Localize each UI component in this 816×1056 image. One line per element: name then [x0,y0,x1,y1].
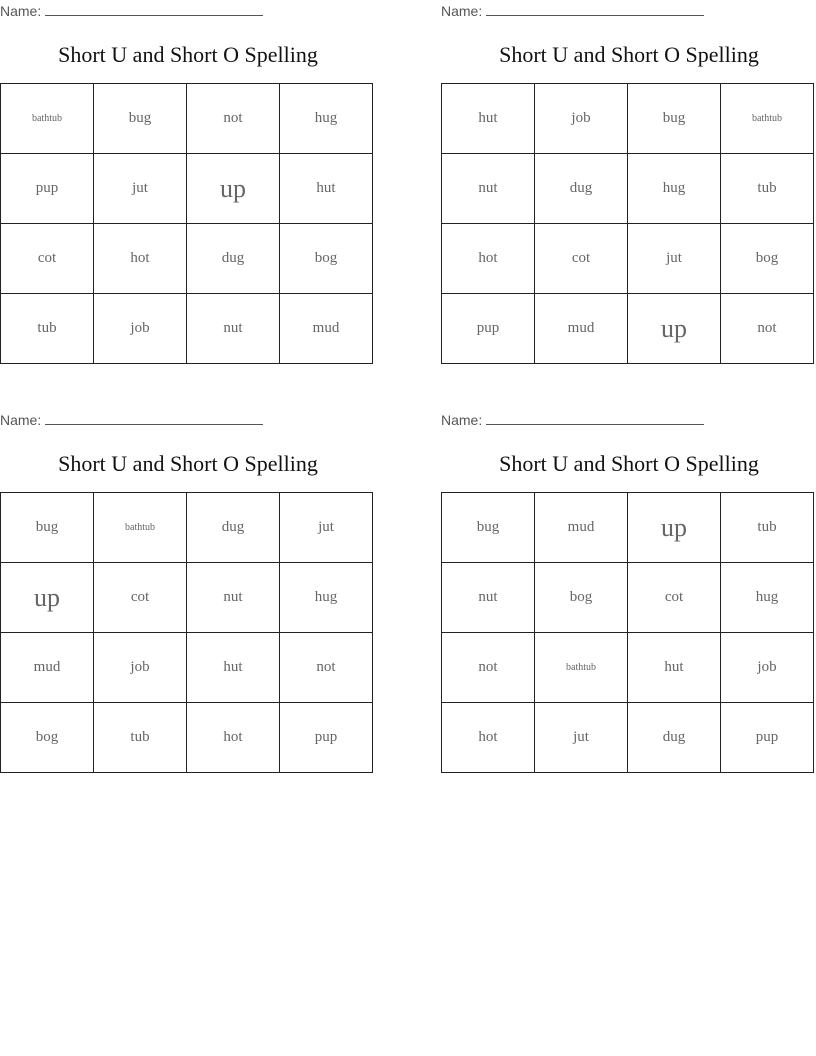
grid-row [442,703,814,773]
grid-row [1,224,373,294]
grid-cell: bog [721,224,814,294]
grid-row [1,633,373,703]
grid-cell: hut [280,154,373,224]
card-title: Short U and Short O Spelling [58,451,318,476]
grid-cell: jut [628,224,721,294]
grid-row [442,633,814,703]
grid-cell: dug [535,154,628,224]
grid-cell: bog [535,563,628,633]
grid-cell: hut [187,633,280,703]
grid-cell: mud [535,493,628,563]
grid-row [1,493,373,563]
name-field [441,3,704,19]
grid-cell: job [721,633,814,703]
grid-cell: mud [1,633,94,703]
grid-cell: dug [187,224,280,294]
grid-cell: bog [280,224,373,294]
grid-cell: bug [1,493,94,563]
grid-row [442,294,814,364]
free-cell: up [628,294,721,364]
name-field [441,412,704,428]
free-cell: up [1,563,94,633]
name-label: Name: [0,412,42,428]
grid-cell: hug [628,154,721,224]
grid-cell: nut [442,154,535,224]
grid-row [442,493,814,563]
grid-cell: cot [535,224,628,294]
grid-cell: hot [442,224,535,294]
card-title: Short U and Short O Spelling [499,451,759,476]
grid-cell: pup [442,294,535,364]
free-cell: up [187,154,280,224]
grid-cell: bathtub [721,84,814,154]
grid-cell: jut [535,703,628,773]
grid-cell: dug [628,703,721,773]
grid-cell: mud [535,294,628,364]
grid-cell: bug [94,84,187,154]
grid-cell: job [94,633,187,703]
name-label: Name: [0,3,42,19]
grid-cell: nut [187,294,280,364]
name-label: Name: [441,412,483,428]
grid-row [1,154,373,224]
grid-cell: hut [442,84,535,154]
grid-cell: not [721,294,814,364]
bingo-grid [0,492,373,773]
grid-cell: job [535,84,628,154]
grid-cell: hot [442,703,535,773]
bingo-grid [441,83,814,364]
grid-cell: jut [280,493,373,563]
bingo-grid [441,492,814,773]
bingo-grid [0,83,373,364]
grid-cell: not [280,633,373,703]
grid-cell: tub [721,154,814,224]
name-field [0,3,263,19]
grid-cell: pup [721,703,814,773]
name-blank-line [486,3,704,16]
free-cell: up [628,493,721,563]
grid-cell: jut [94,154,187,224]
grid-row [442,84,814,154]
grid-cell: cot [94,563,187,633]
grid-cell: bug [628,84,721,154]
name-label: Name: [441,3,483,19]
grid-row [1,703,373,773]
grid-cell: cot [1,224,94,294]
grid-cell: pup [280,703,373,773]
grid-row [442,563,814,633]
card-title: Short U and Short O Spelling [499,42,759,67]
grid-cell: bathtub [1,84,94,154]
grid-cell: bathtub [94,493,187,563]
grid-cell: hut [628,633,721,703]
name-blank-line [45,412,263,425]
grid-row [442,154,814,224]
grid-cell: hug [721,563,814,633]
name-blank-line [486,412,704,425]
grid-cell: job [94,294,187,364]
grid-cell: hot [187,703,280,773]
grid-cell: tub [94,703,187,773]
grid-cell: tub [721,493,814,563]
grid-cell: nut [442,563,535,633]
grid-cell: bathtub [535,633,628,703]
grid-row [1,563,373,633]
grid-row [1,84,373,154]
grid-cell: dug [187,493,280,563]
grid-cell: hug [280,563,373,633]
grid-cell: tub [1,294,94,364]
grid-row [1,294,373,364]
grid-cell: hot [94,224,187,294]
grid-cell: cot [628,563,721,633]
grid-cell: bog [1,703,94,773]
grid-cell: not [442,633,535,703]
grid-cell: bug [442,493,535,563]
grid-cell: pup [1,154,94,224]
card-title: Short U and Short O Spelling [58,42,318,67]
grid-row [442,224,814,294]
name-blank-line [45,3,263,16]
name-field [0,412,263,428]
grid-cell: not [187,84,280,154]
grid-cell: nut [187,563,280,633]
grid-cell: mud [280,294,373,364]
grid-cell: hug [280,84,373,154]
